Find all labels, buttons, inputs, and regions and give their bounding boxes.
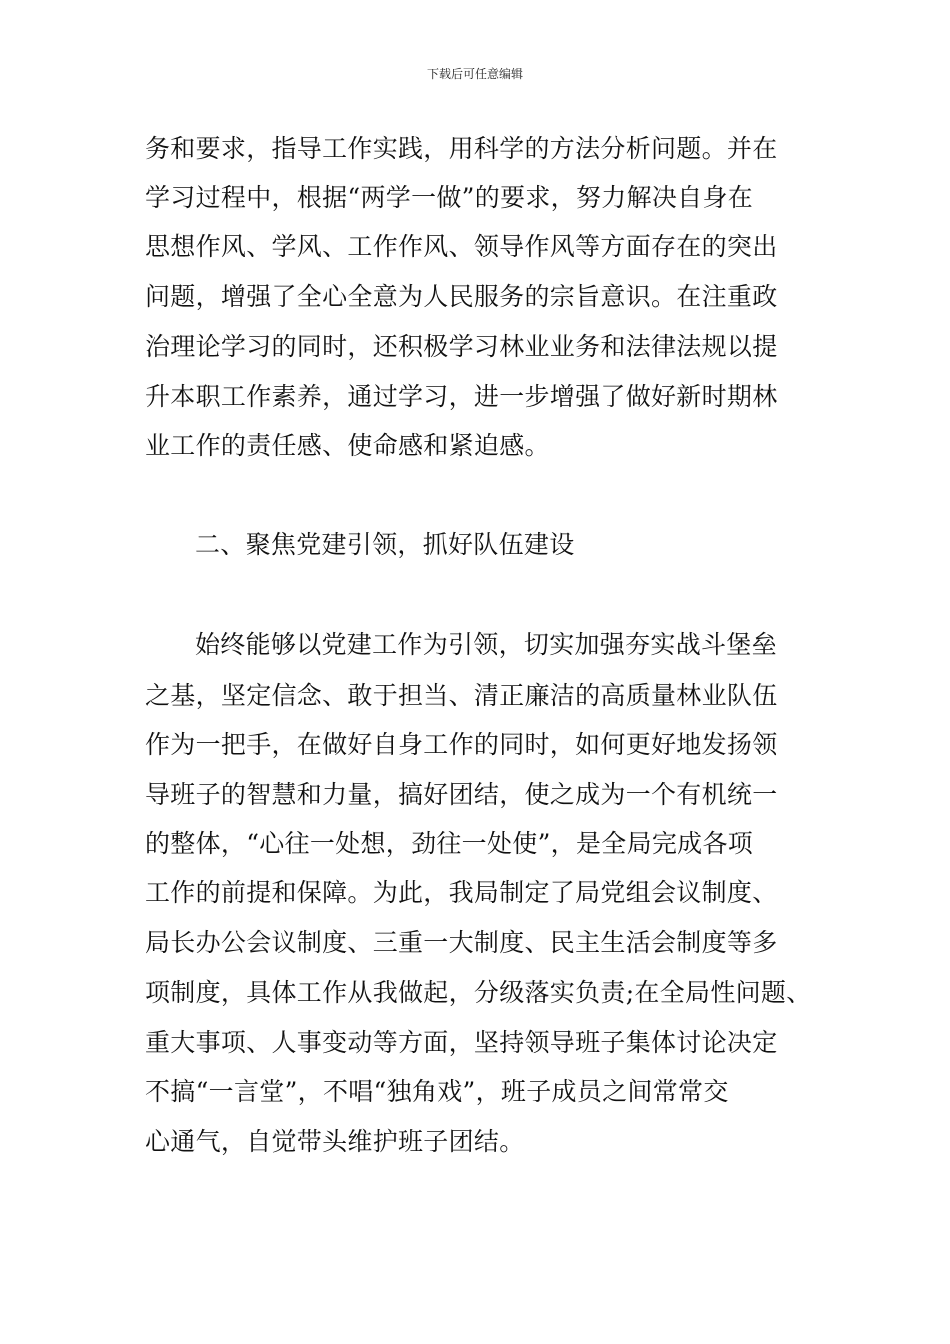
paragraph-1-line-4: 问题，增强了全心全意为人民服务的宗旨意识。在注重政 [145, 282, 778, 311]
paragraph-2-line-10: 不搞“一言堂”，不唱“独角戏”，班子成员之间常常交 [145, 1077, 729, 1106]
paragraph-1-line-3: 思想作风、学风、工作作风、领导作风等方面存在的突出 [145, 232, 778, 261]
paragraph-1-line-2: 学习过程中，根据“两学一做”的要求，努力解决自身在 [145, 183, 754, 212]
section-heading: 二、聚焦党建引领，抓好队伍建设 [195, 530, 575, 559]
paragraph-1-line-6: 升本职工作素养，通过学习，进一步增强了做好新时期林 [145, 382, 778, 411]
paragraph-1-line-1: 务和要求，指导工作实践，用科学的方法分析问题。并在 [145, 134, 778, 163]
paragraph-2-line-8: 项制度，具体工作从我做起，分级落实负责;在全局性问题、 [145, 978, 812, 1007]
paragraph-2-line-1: 始终能够以党建工作为引领，切实加强夯实战斗堡垒 [195, 630, 777, 659]
paragraph-2-line-4: 导班子的智慧和力量，搞好团结，使之成为一个有机统一 [145, 780, 778, 809]
paragraph-2-line-6: 工作的前提和保障。为此，我局制定了局党组会议制度、 [145, 878, 778, 907]
paragraph-2-line-7: 局长办公会议制度、三重一大制度、民主生活会制度等多 [145, 928, 778, 957]
header-note: 下载后可任意编辑 [426, 67, 523, 81]
paragraph-2-line-9: 重大事项、人事变动等方面，坚持领导班子集体讨论决定 [145, 1028, 778, 1057]
paragraph-2-line-3: 作为一把手，在做好自身工作的同时，如何更好地发扬领 [145, 730, 778, 759]
paragraph-2-line-2: 之基，坚定信念、敢于担当、清正廉洁的高质量林业队伍 [145, 681, 778, 710]
paragraph-2-line-5: 的整体，“心往一处想，劲往一处使”，是全局完成各项 [145, 829, 754, 858]
paragraph-1-line-7: 业工作的责任感、使命感和紧迫感。 [145, 431, 550, 460]
paragraph-2-line-11: 心通气，自觉带头维护班子团结。 [145, 1127, 525, 1156]
paragraph-1-line-5: 治理论学习的同时，还积极学习林业业务和法律法规以提 [145, 332, 778, 361]
